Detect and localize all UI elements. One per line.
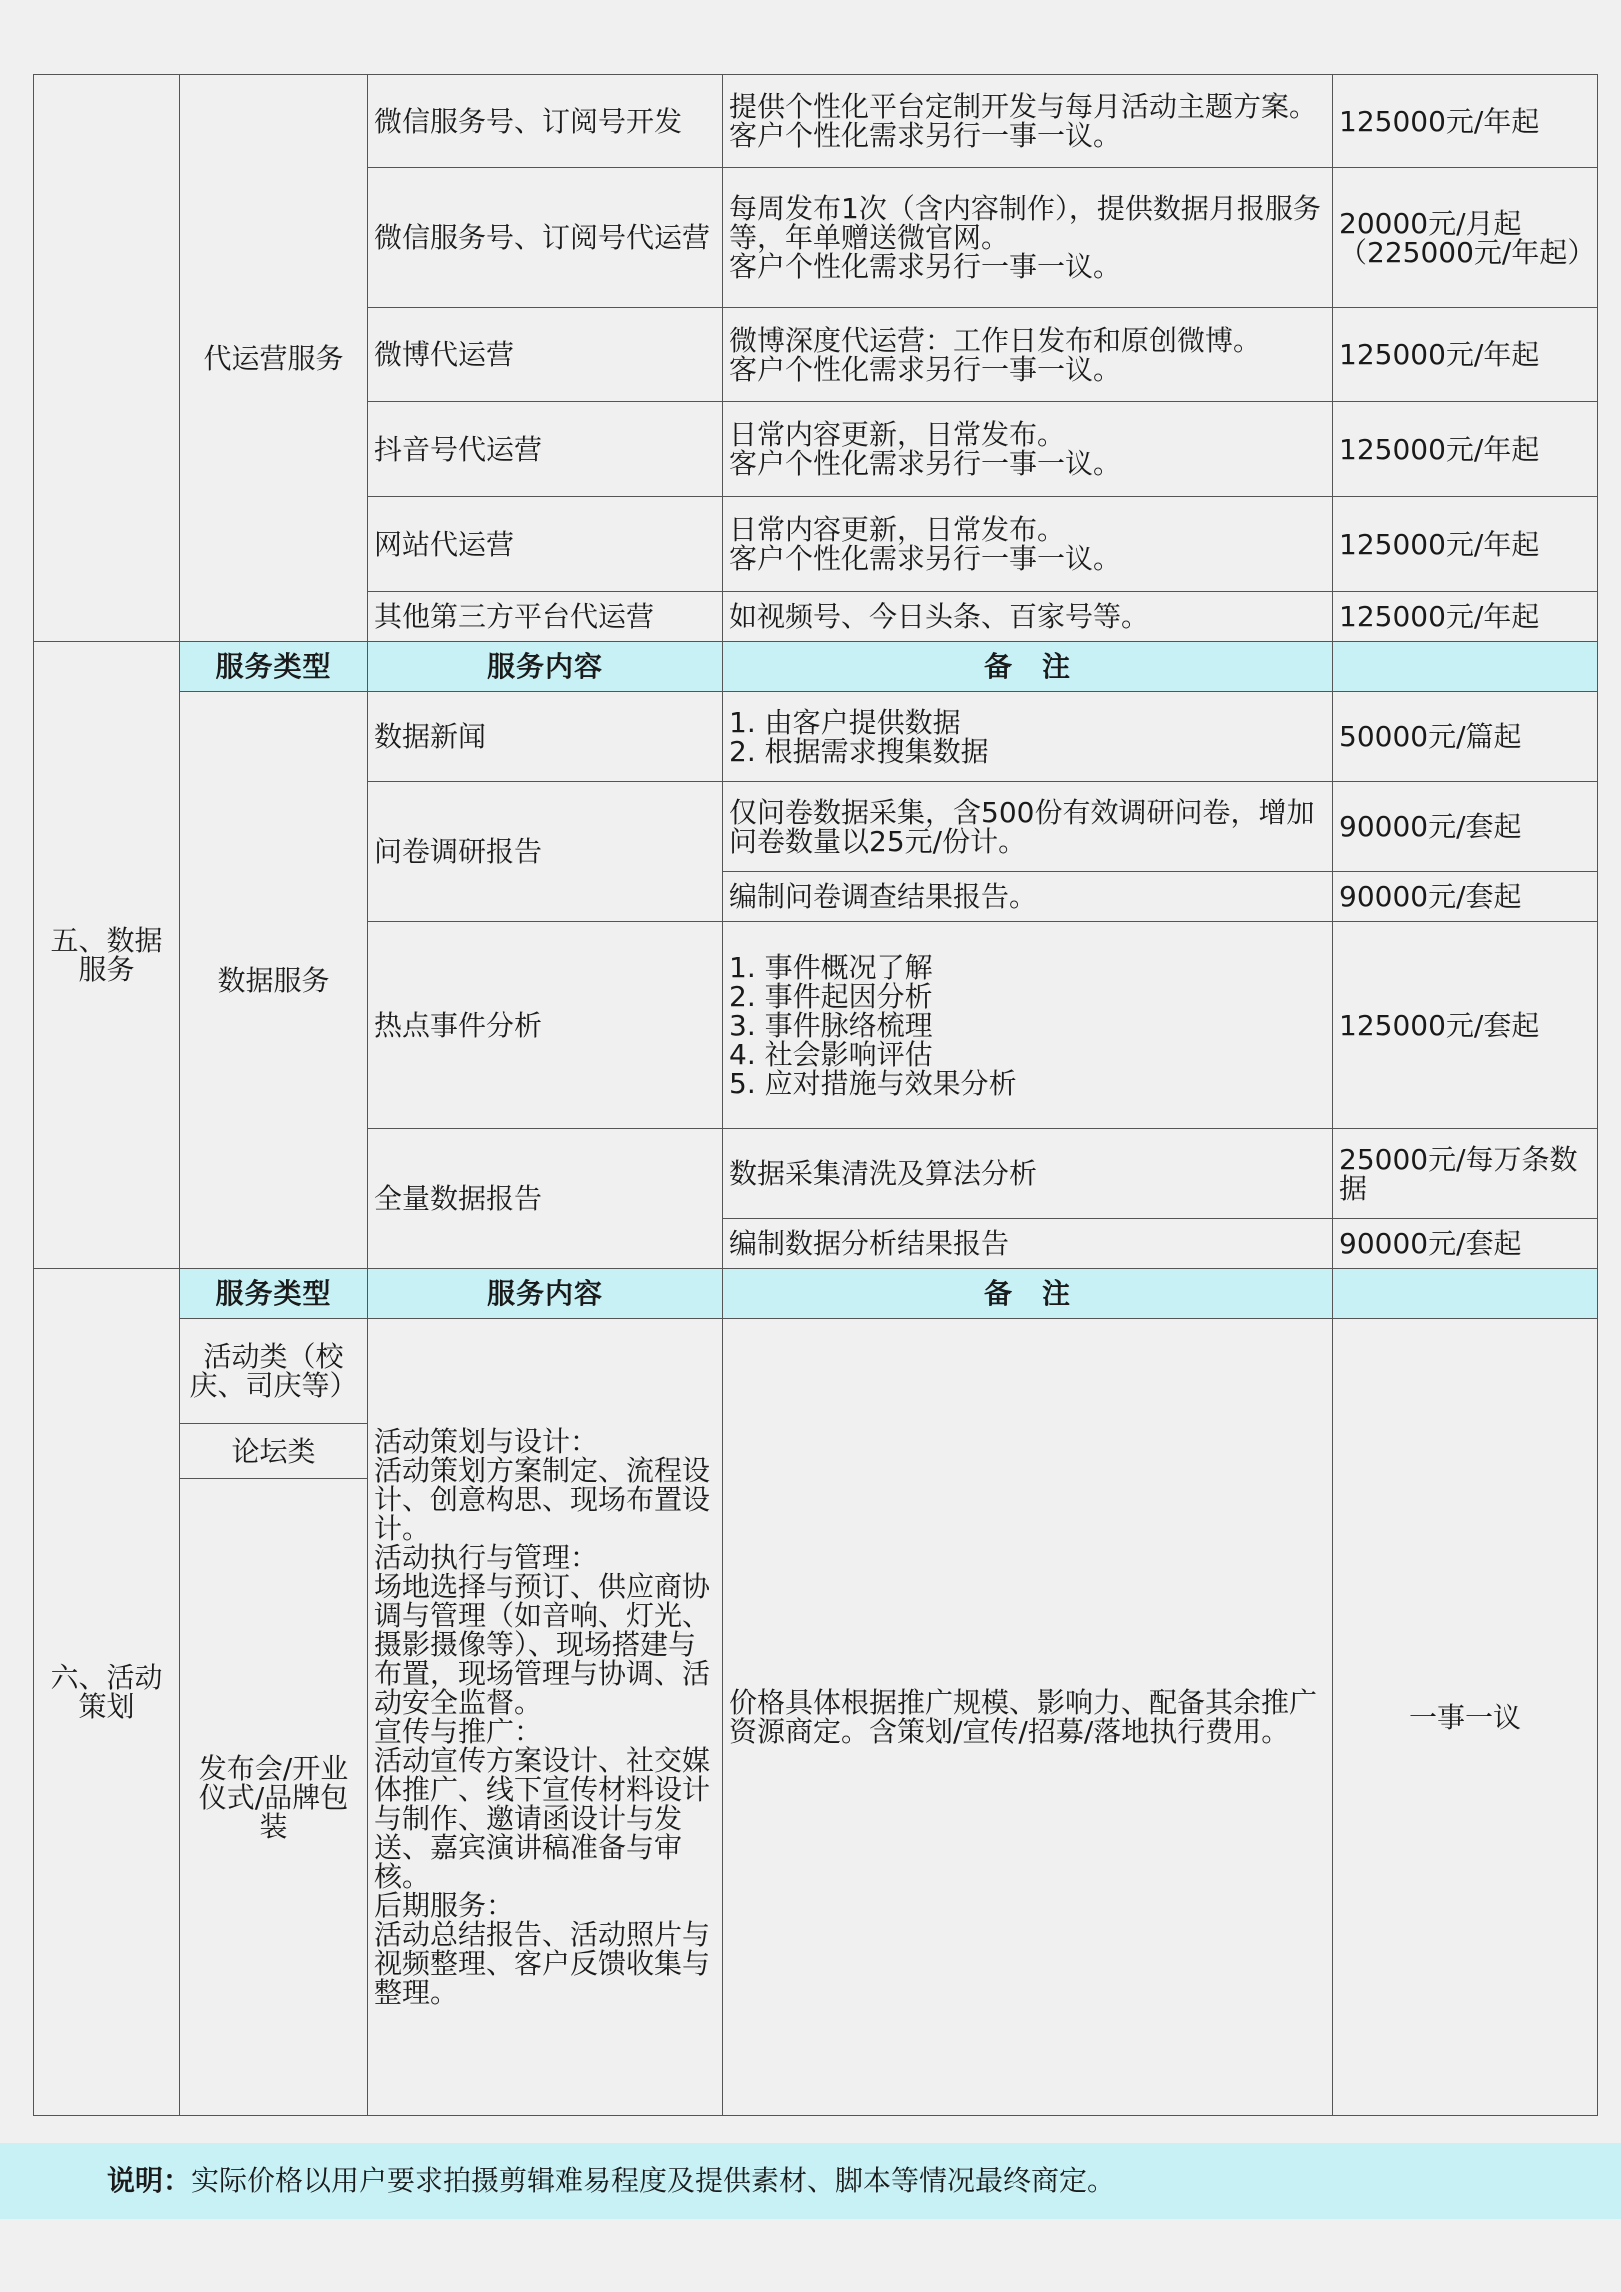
activity-remark-cell: 价格具体根据推广规模、影响力、配备其余推广资源商定。含策划/宣传/招募/落地执行费用。	[723, 1319, 1333, 2116]
desc-cell: 1. 事件概况了解 2. 事件起因分析 3. 事件脉络梳理 4. 社会影响评估 5. 应对措施与效果分析	[723, 922, 1333, 1129]
header-type: 服务类型	[180, 1269, 368, 1319]
activity-price-cell: 一事一议	[1333, 1319, 1598, 2116]
header-blank	[1333, 1269, 1598, 1319]
item-cell: 问卷调研报告	[368, 782, 723, 922]
section-title-cell: 六、活动策划	[34, 1269, 180, 2116]
item-cell: 微信服务号、订阅号代运营	[368, 168, 723, 308]
desc-cell: 日常内容更新，日常发布。 客户个性化需求另行一事一议。	[723, 497, 1333, 592]
desc-cell: 编制数据分析结果报告	[723, 1219, 1333, 1269]
price-cell: 125000元/年起	[1333, 308, 1598, 402]
price-cell: 90000元/套起	[1333, 782, 1598, 872]
activity-type-cell: 论坛类	[180, 1424, 368, 1479]
footer-note-label: 说明：	[107, 2164, 192, 2197]
activity-content-cell: 活动策划与设计： 活动策划方案制定、流程设计、创意构思、现场布置设计。 活动执行与管理： 场地选择与预订、供应商协调与管理（如音响、灯光、摄影摄像等）、现场搭建与布置，现场管理与协调、活动安全监督。 宣传与推广： 活动宣传方案设计、社交媒体推广、线下宣传材料设计与制作、邀请函设计与发送、嘉宾演讲稿准备与审核。 后期服务： 活动总结报告、活动照片与视频整理、客户反馈收集与整理。	[368, 1319, 723, 2116]
item-cell: 数据新闻	[368, 692, 723, 782]
desc-cell: 微博深度代运营：工作日发布和原创微博。 客户个性化需求另行一事一议。	[723, 308, 1333, 402]
header-type: 服务类型	[180, 642, 368, 692]
desc-cell: 日常内容更新，日常发布。 客户个性化需求另行一事一议。	[723, 402, 1333, 497]
price-cell: 125000元/年起	[1333, 75, 1598, 168]
header-blank	[1333, 642, 1598, 692]
desc-cell: 提供个性化平台定制开发与每月活动主题方案。 客户个性化需求另行一事一议。	[723, 75, 1333, 168]
item-cell: 抖音号代运营	[368, 402, 723, 497]
activity-type-cell: 发布会/开业仪式/品牌包装	[180, 1479, 368, 2116]
table-row	[34, 75, 1598, 168]
service-price-table	[33, 74, 1598, 2116]
header-remark: 备 注	[723, 642, 1333, 692]
item-cell: 热点事件分析	[368, 922, 723, 1129]
header-remark: 备 注	[723, 1269, 1333, 1319]
item-cell: 微博代运营	[368, 308, 723, 402]
desc-cell: 每周发布1次（含内容制作），提供数据月报服务 等，年单赠送微官网。 客户个性化需求另行一事一议。	[723, 168, 1333, 308]
category-cell: 数据服务	[180, 692, 368, 1269]
item-cell: 其他第三方平台代运营	[368, 592, 723, 642]
price-cell: 20000元/月起 （225000元/年起）	[1333, 168, 1598, 308]
section-title-cell: 五、数据服务	[34, 642, 180, 1269]
activity-type-cell: 活动类（校庆、司庆等）	[180, 1319, 368, 1424]
section-blank-cell	[34, 75, 180, 642]
desc-cell: 1. 由客户提供数据 2. 根据需求搜集数据	[723, 692, 1333, 782]
footer-note-body: 实际价格以用户要求拍摄剪辑难易程度及提供素材、脚本等情况最终商定。	[191, 2164, 1116, 2197]
header-row	[34, 1269, 1598, 1319]
item-cell: 全量数据报告	[368, 1129, 723, 1269]
price-cell: 25000元/每万条数 据	[1333, 1129, 1598, 1219]
table-row	[34, 692, 1598, 782]
desc-cell: 如视频号、今日头条、百家号等。	[723, 592, 1333, 642]
item-cell: 微信服务号、订阅号开发	[368, 75, 723, 168]
price-cell: 125000元/年起	[1333, 497, 1598, 592]
header-content: 服务内容	[368, 1269, 723, 1319]
footer-note-text	[107, 2165, 1115, 2197]
header-content: 服务内容	[368, 642, 723, 692]
item-cell: 网站代运营	[368, 497, 723, 592]
price-cell: 90000元/套起	[1333, 1219, 1598, 1269]
table-row	[34, 1319, 1598, 1424]
price-cell: 125000元/年起	[1333, 402, 1598, 497]
desc-cell: 数据采集清洗及算法分析	[723, 1129, 1333, 1219]
price-cell: 90000元/套起	[1333, 872, 1598, 922]
header-row	[34, 642, 1598, 692]
desc-cell: 编制问卷调查结果报告。	[723, 872, 1333, 922]
desc-cell: 仅问卷数据采集，含500份有效调研问卷，增加 问卷数量以25元/份计。	[723, 782, 1333, 872]
price-cell: 50000元/篇起	[1333, 692, 1598, 782]
price-cell: 125000元/年起	[1333, 592, 1598, 642]
category-cell: 代运营服务	[180, 75, 368, 642]
footer-note	[0, 2143, 1621, 2219]
price-cell: 125000元/套起	[1333, 922, 1598, 1129]
